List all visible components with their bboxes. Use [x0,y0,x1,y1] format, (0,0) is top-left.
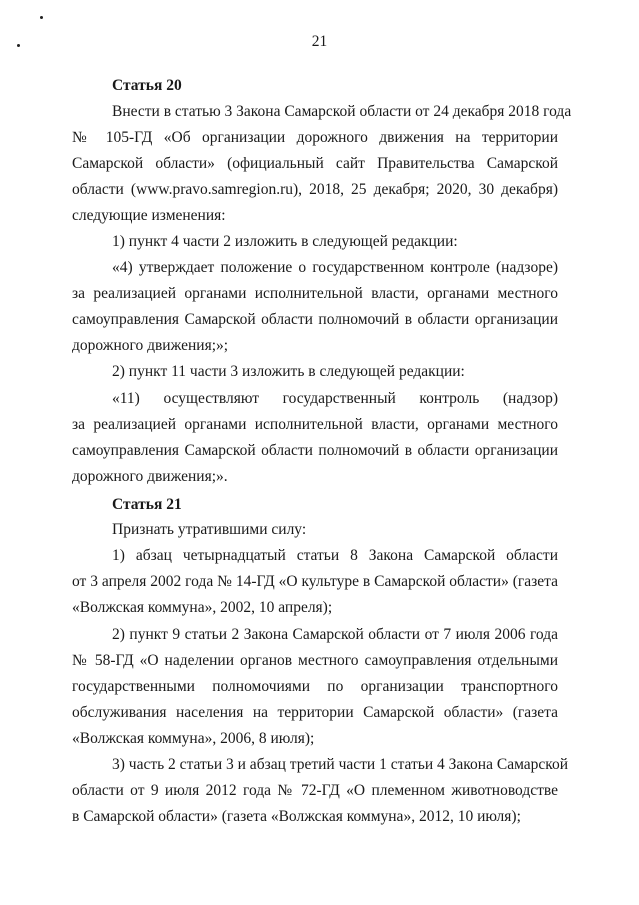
paragraph-line: «11) осуществляют государственный контроль (надзор) [112,390,558,407]
paragraph-line: государственными полномочиями по организации транспортного [72,678,558,695]
paragraph-line: «Волжская коммуна», 2002, 10 апреля); [72,599,333,616]
paragraph-line: дорожного движения;»; [72,337,229,354]
paragraph-line: дорожного движения;». [72,468,228,485]
paragraph-line: 2) пункт 9 статьи 2 Закона Самарской области от 7 июля 2006 года [112,626,558,643]
paragraph-line: от 3 апреля 2002 года № 14-ГД «О культуре в Самарской области» (газета [72,573,558,590]
paragraph-line: № 105-ГД «Об организации дорожного движения на территории [72,129,558,146]
article-20-heading: Статья 20 [112,77,182,94]
paragraph-line: «Волжская коммуна», 2006, 8 июля); [72,730,315,747]
paragraph-line: за реализацией органами исполнительной власти, органами местного [72,285,558,302]
paragraph-line: Признать утратившими силу: [112,521,307,538]
paragraph-line: следующие изменения: [72,207,226,224]
paragraph-line: в Самарской области» (газета «Волжская коммуна», 2012, 10 июля); [72,808,521,825]
paragraph-line: «4) утверждает положение о государственном контроле (надзоре) [112,259,558,276]
paragraph-line: самоуправления Самарской области полномочий в области организации [72,442,558,459]
page-number: 21 [311,33,328,50]
paragraph-line: 3) часть 2 статьи 3 и абзац третий части 1 статьи 4 Закона Самарской [112,756,569,773]
paragraph-line: Самарской области» (официальный сайт Правительства Самарской [72,155,558,172]
paragraph-line: области (www.pravo.samregion.ru), 2018, 25 декабря; 2020, 30 декабря) [72,181,558,198]
paragraph-line: 1) пункт 4 части 2 изложить в следующей редакции: [112,233,458,250]
paragraph-line: № 58-ГД «О наделении органов местного самоуправления отдельными [72,652,558,669]
paragraph-line: области от 9 июля 2012 года № 72-ГД «О племенном животноводстве [72,782,558,799]
article-21-heading: Статья 21 [112,496,182,513]
paragraph-line: 1) абзац четырнадцатый статьи 8 Закона Самарской области [112,547,558,564]
paragraph-line: самоуправления Самарской области полномочий в области организации [72,311,558,328]
paragraph-line: 2) пункт 11 части 3 изложить в следующей редакции: [112,363,465,380]
paragraph-line: Внести в статью 3 Закона Самарской области от 24 декабря 2018 года [112,103,572,120]
paragraph-line: за реализацией органами исполнительной власти, органами местного [72,416,558,433]
scan-speck [40,16,43,19]
paragraph-line: обслуживания населения на территории Самарской области» (газета [72,704,558,721]
